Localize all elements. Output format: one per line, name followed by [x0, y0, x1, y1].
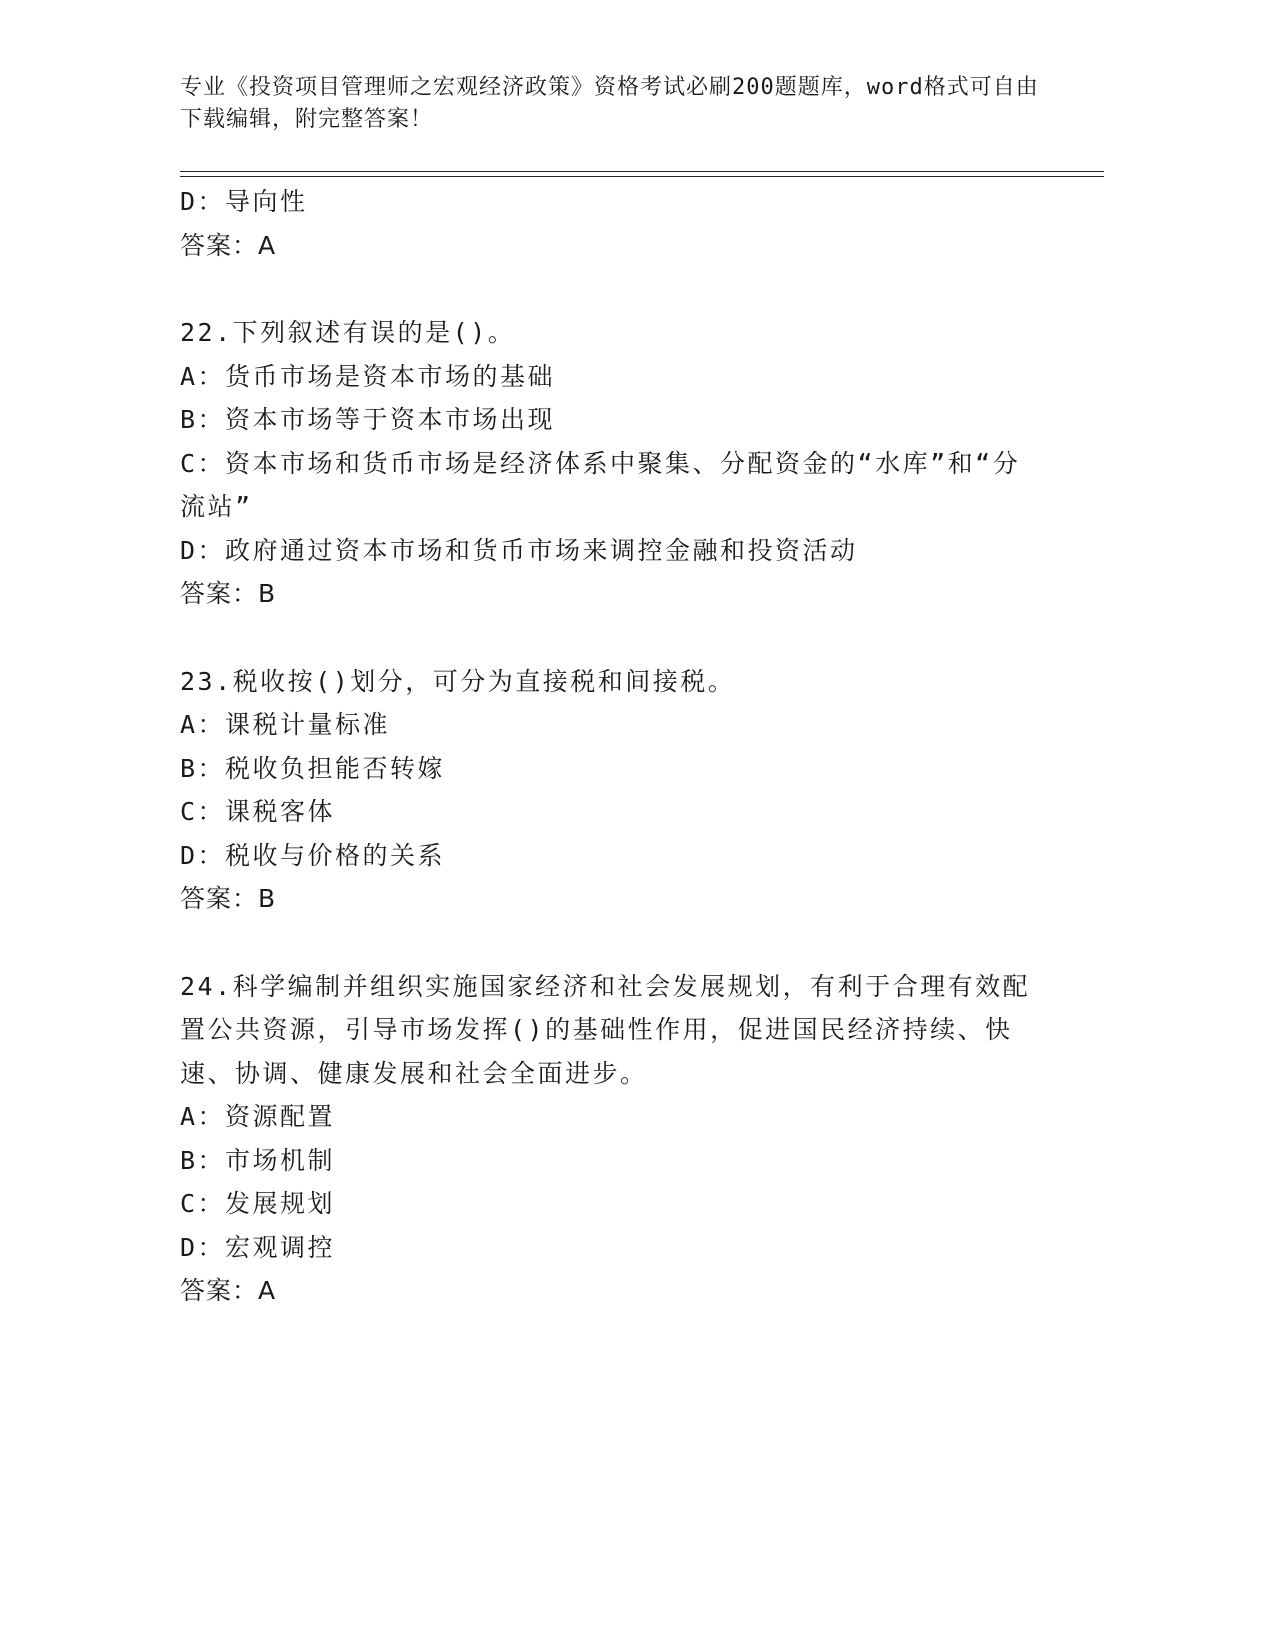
answer-line: 答案：B: [180, 579, 277, 608]
question-fragment-21: [180, 180, 1040, 267]
question-22: [180, 311, 1040, 616]
answer-line: 答案：B: [180, 884, 277, 913]
option-a: A：课税计量标准: [180, 710, 391, 739]
answer-line: 答案：A: [180, 1276, 277, 1305]
option-b: B：税收负担能否转嫁: [180, 753, 446, 783]
question-content: [180, 180, 1040, 1313]
option-c: C：发展规划: [180, 1189, 336, 1218]
option-d: D：政府通过资本市场和货币市场来调控金融和投资活动: [180, 535, 858, 565]
answer-line: 答案：A: [180, 230, 277, 260]
question-stem: 24.科学编制并组织实施国家经济和社会发展规划，有利于合理有效配置公共资源，引导市场发挥()的基础性作用，促进国民经济持续、快速、协调、健康发展和社会全面进步。: [180, 971, 1031, 1088]
option-d: D：税收与价格的关系: [180, 840, 446, 870]
header-divider-top: [180, 171, 1104, 172]
question-24: [180, 965, 1040, 1313]
option-d: D：宏观调控: [180, 1232, 336, 1262]
option-d: D：导向性: [180, 187, 308, 216]
option-a: A：资源配置: [180, 1102, 336, 1131]
option-b: B：资本市场等于资本市场出现: [180, 405, 556, 434]
question-23: [180, 660, 1040, 921]
option-c: C：资本市场和货币市场是经济体系中聚集、分配资金的“水库”和“分流站”: [180, 448, 1021, 521]
question-stem: 22.下列叙述有误的是()。: [180, 318, 516, 347]
header-divider-bottom: [180, 176, 1104, 177]
option-a: A：货币市场是资本市场的基础: [180, 361, 556, 391]
option-c: C：课税客体: [180, 797, 336, 826]
question-stem: 23.税收按()划分，可分为直接税和间接税。: [180, 666, 736, 696]
option-b: B：市场机制: [180, 1145, 336, 1175]
page-header: 专业《投资项目管理师之宏观经济政策》资格考试必刷200题题库，word格式可自由下载编辑，附完整答案！: [180, 75, 1039, 132]
